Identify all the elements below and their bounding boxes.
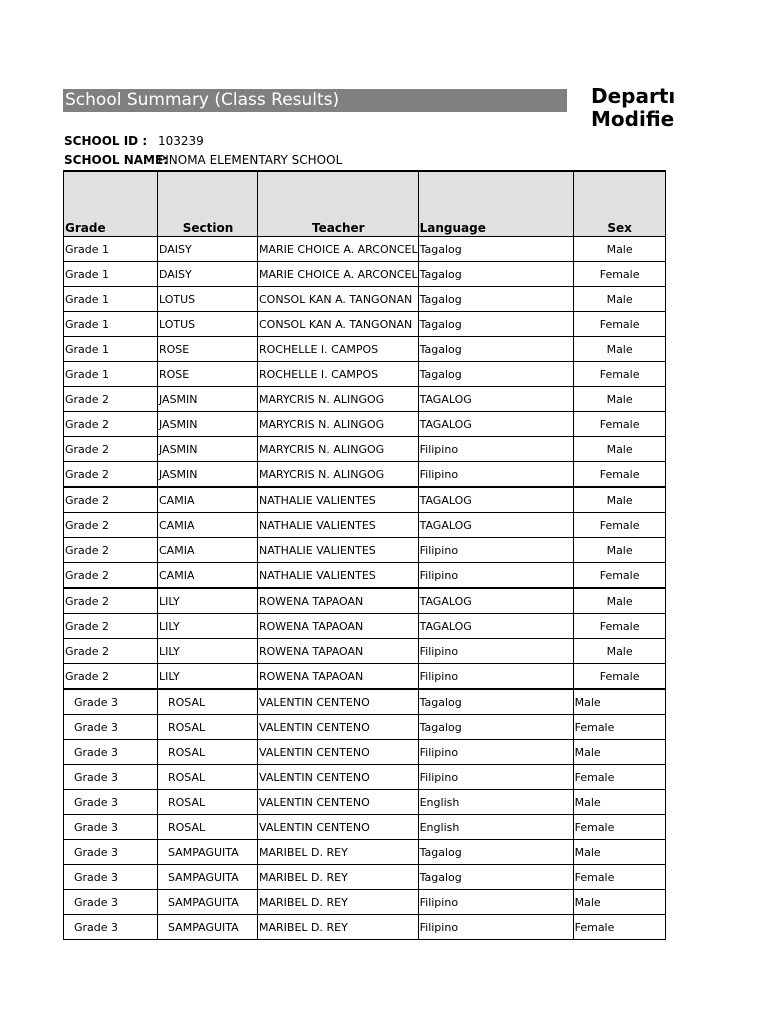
cell-language: English [418, 815, 573, 840]
cell-sex: Male [573, 790, 665, 815]
school-name-value: PINOMA ELEMENTARY SCHOOL [158, 153, 343, 167]
cell-teacher: ROCHELLE I. CAMPOS [258, 362, 419, 387]
table-row [64, 262, 666, 287]
table-row [64, 865, 666, 890]
cell-grade: Grade 3 [64, 840, 158, 865]
cell-sex: Male [573, 890, 665, 915]
cell-language: TAGALOG [418, 614, 573, 639]
cell-grade: Grade 2 [64, 513, 158, 538]
table-row [64, 412, 666, 437]
cell-teacher: MARIE CHOICE A. ARCONCEL [258, 237, 419, 262]
table-body [64, 237, 666, 940]
cell-section: ROSE [158, 337, 258, 362]
cell-section: ROSAL [158, 740, 258, 765]
table-row [64, 487, 666, 513]
cell-section: CAMIA [158, 513, 258, 538]
cell-grade: Grade 3 [64, 790, 158, 815]
cell-grade: Grade 1 [64, 287, 158, 312]
table-row [64, 890, 666, 915]
cell-teacher: MARIE CHOICE A. ARCONCEL [258, 262, 419, 287]
cell-sex: Female [573, 614, 665, 639]
cell-teacher: MARIBEL D. REY [258, 840, 419, 865]
column-header-grade: Grade [64, 171, 158, 237]
table-header-row [64, 171, 666, 237]
cell-sex: Female [573, 865, 665, 890]
table-row [64, 538, 666, 563]
table-row [64, 614, 666, 639]
cell-grade: Grade 2 [64, 563, 158, 589]
table-row [64, 840, 666, 865]
cell-teacher: NATHALIE VALIENTES [258, 513, 419, 538]
cell-teacher: MARYCRIS N. ALINGOG [258, 387, 419, 412]
table-row [64, 513, 666, 538]
table-row [64, 362, 666, 387]
table-row [64, 740, 666, 765]
cell-section: CAMIA [158, 563, 258, 589]
cell-grade: Grade 3 [64, 689, 158, 715]
cell-teacher: CONSOL KAN A. TANGONAN [258, 312, 419, 337]
table-row [64, 287, 666, 312]
cell-sex: Male [573, 588, 665, 614]
cell-grade: Grade 3 [64, 865, 158, 890]
report-title: School Summary (Class Results) [63, 89, 567, 112]
cell-language: Filipino [418, 538, 573, 563]
cell-language: Filipino [418, 437, 573, 462]
table-row [64, 689, 666, 715]
cell-teacher: NATHALIE VALIENTES [258, 487, 419, 513]
cell-grade: Grade 2 [64, 588, 158, 614]
table-row [64, 664, 666, 690]
cell-teacher: MARIBEL D. REY [258, 915, 419, 940]
cell-section: ROSE [158, 362, 258, 387]
cell-sex: Female [573, 915, 665, 940]
cell-teacher: VALENTIN CENTENO [258, 765, 419, 790]
cell-teacher: MARYCRIS N. ALINGOG [258, 462, 419, 488]
cell-teacher: ROWENA TAPAOAN [258, 664, 419, 690]
cell-teacher: MARYCRIS N. ALINGOG [258, 412, 419, 437]
cell-grade: Grade 3 [64, 715, 158, 740]
department-heading-line-1: Departı [591, 84, 676, 108]
cell-language: TAGALOG [418, 487, 573, 513]
column-header-teacher: Teacher [258, 171, 419, 237]
cell-section: SAMPAGUITA [158, 865, 258, 890]
cell-language: Filipino [418, 664, 573, 690]
cell-section: CAMIA [158, 538, 258, 563]
cell-sex: Male [573, 538, 665, 563]
cell-sex: Female [573, 664, 665, 690]
cell-language: Tagalog [418, 689, 573, 715]
cell-sex: Female [573, 513, 665, 538]
cell-language: Filipino [418, 639, 573, 664]
cell-grade: Grade 3 [64, 740, 158, 765]
school-id-label: SCHOOL ID : [64, 134, 148, 148]
cell-grade: Grade 1 [64, 262, 158, 287]
cell-teacher: MARIBEL D. REY [258, 890, 419, 915]
cell-grade: Grade 1 [64, 362, 158, 387]
cell-sex: Male [573, 639, 665, 664]
table-row [64, 588, 666, 614]
table-row [64, 563, 666, 589]
cell-language: Tagalog [418, 715, 573, 740]
cell-sex: Female [573, 412, 665, 437]
cell-section: DAISY [158, 262, 258, 287]
school-name-label: SCHOOL NAME: [64, 153, 168, 167]
cell-section: LILY [158, 664, 258, 690]
cell-section: SAMPAGUITA [158, 890, 258, 915]
cell-grade: Grade 2 [64, 437, 158, 462]
cell-language: Tagalog [418, 287, 573, 312]
cell-sex: Female [573, 563, 665, 589]
cell-grade: Grade 3 [64, 815, 158, 840]
table-row [64, 815, 666, 840]
cell-language: Filipino [418, 462, 573, 488]
cell-section: LILY [158, 639, 258, 664]
cell-section: ROSAL [158, 689, 258, 715]
cell-language: Tagalog [418, 865, 573, 890]
table-row [64, 462, 666, 488]
class-results-table [63, 170, 666, 940]
cell-sex: Male [573, 740, 665, 765]
cell-grade: Grade 2 [64, 614, 158, 639]
cell-sex: Male [573, 437, 665, 462]
cell-teacher: NATHALIE VALIENTES [258, 563, 419, 589]
cell-teacher: NATHALIE VALIENTES [258, 538, 419, 563]
cell-section: LOTUS [158, 312, 258, 337]
cell-language: Tagalog [418, 312, 573, 337]
cell-sex: Female [573, 715, 665, 740]
cell-grade: Grade 2 [64, 538, 158, 563]
cell-section: JASMIN [158, 437, 258, 462]
cell-section: LILY [158, 614, 258, 639]
cell-teacher: MARIBEL D. REY [258, 865, 419, 890]
table-row [64, 237, 666, 262]
cell-sex: Male [573, 840, 665, 865]
cell-section: LOTUS [158, 287, 258, 312]
cell-teacher: VALENTIN CENTENO [258, 740, 419, 765]
cell-grade: Grade 3 [64, 765, 158, 790]
table-row [64, 715, 666, 740]
school-id-value: 103239 [158, 134, 204, 148]
cell-grade: Grade 2 [64, 387, 158, 412]
column-header-sex: Sex [573, 171, 665, 237]
cell-language: Filipino [418, 915, 573, 940]
cell-language: English [418, 790, 573, 815]
cell-section: LILY [158, 588, 258, 614]
cell-section: ROSAL [158, 765, 258, 790]
cell-section: JASMIN [158, 462, 258, 488]
cell-sex: Female [573, 312, 665, 337]
cell-section: JASMIN [158, 387, 258, 412]
table-row [64, 312, 666, 337]
cell-section: DAISY [158, 237, 258, 262]
cell-language: Tagalog [418, 337, 573, 362]
cell-section: CAMIA [158, 487, 258, 513]
table-row [64, 387, 666, 412]
cell-teacher: MARYCRIS N. ALINGOG [258, 437, 419, 462]
table-row [64, 437, 666, 462]
cell-teacher: VALENTIN CENTENO [258, 689, 419, 715]
cell-teacher: ROWENA TAPAOAN [258, 588, 419, 614]
cell-language: Filipino [418, 563, 573, 589]
cell-section: ROSAL [158, 715, 258, 740]
cell-sex: Male [573, 387, 665, 412]
cell-grade: Grade 2 [64, 487, 158, 513]
table-row [64, 765, 666, 790]
table-row [64, 639, 666, 664]
cell-teacher: VALENTIN CENTENO [258, 815, 419, 840]
cell-grade: Grade 2 [64, 664, 158, 690]
cell-language: TAGALOG [418, 513, 573, 538]
cell-section: JASMIN [158, 412, 258, 437]
cell-grade: Grade 2 [64, 639, 158, 664]
cell-sex: Female [573, 362, 665, 387]
cell-grade: Grade 3 [64, 915, 158, 940]
cell-language: Filipino [418, 765, 573, 790]
cell-language: TAGALOG [418, 412, 573, 437]
cell-language: Tagalog [418, 840, 573, 865]
cell-sex: Male [573, 487, 665, 513]
cell-grade: Grade 3 [64, 890, 158, 915]
cell-section: ROSAL [158, 790, 258, 815]
cell-teacher: VALENTIN CENTENO [258, 715, 419, 740]
cell-teacher: ROWENA TAPAOAN [258, 639, 419, 664]
column-header-section: Section [158, 171, 258, 237]
cell-sex: Male [573, 337, 665, 362]
cell-grade: Grade 1 [64, 337, 158, 362]
cell-language: Tagalog [418, 362, 573, 387]
cell-sex: Male [573, 689, 665, 715]
cell-sex: Female [573, 462, 665, 488]
cell-language: Tagalog [418, 237, 573, 262]
cell-language: TAGALOG [418, 387, 573, 412]
cell-sex: Male [573, 237, 665, 262]
cell-teacher: VALENTIN CENTENO [258, 790, 419, 815]
cell-language: TAGALOG [418, 588, 573, 614]
cell-grade: Grade 1 [64, 237, 158, 262]
table-row [64, 337, 666, 362]
cell-language: Filipino [418, 740, 573, 765]
cell-grade: Grade 2 [64, 462, 158, 488]
cell-section: SAMPAGUITA [158, 915, 258, 940]
cell-section: SAMPAGUITA [158, 840, 258, 865]
table-row [64, 915, 666, 940]
cell-sex: Female [573, 262, 665, 287]
cell-grade: Grade 2 [64, 412, 158, 437]
cell-language: Tagalog [418, 262, 573, 287]
cell-teacher: ROCHELLE I. CAMPOS [258, 337, 419, 362]
cell-sex: Male [573, 287, 665, 312]
table-row [64, 790, 666, 815]
cell-grade: Grade 1 [64, 312, 158, 337]
department-heading-line-2: Modifie [591, 107, 675, 131]
cell-teacher: ROWENA TAPAOAN [258, 614, 419, 639]
cell-language: Filipino [418, 890, 573, 915]
column-header-language: Language [418, 171, 573, 237]
cell-sex: Female [573, 765, 665, 790]
cell-section: ROSAL [158, 815, 258, 840]
cell-sex: Female [573, 815, 665, 840]
cell-teacher: CONSOL KAN A. TANGONAN [258, 287, 419, 312]
department-heading [591, 84, 676, 131]
